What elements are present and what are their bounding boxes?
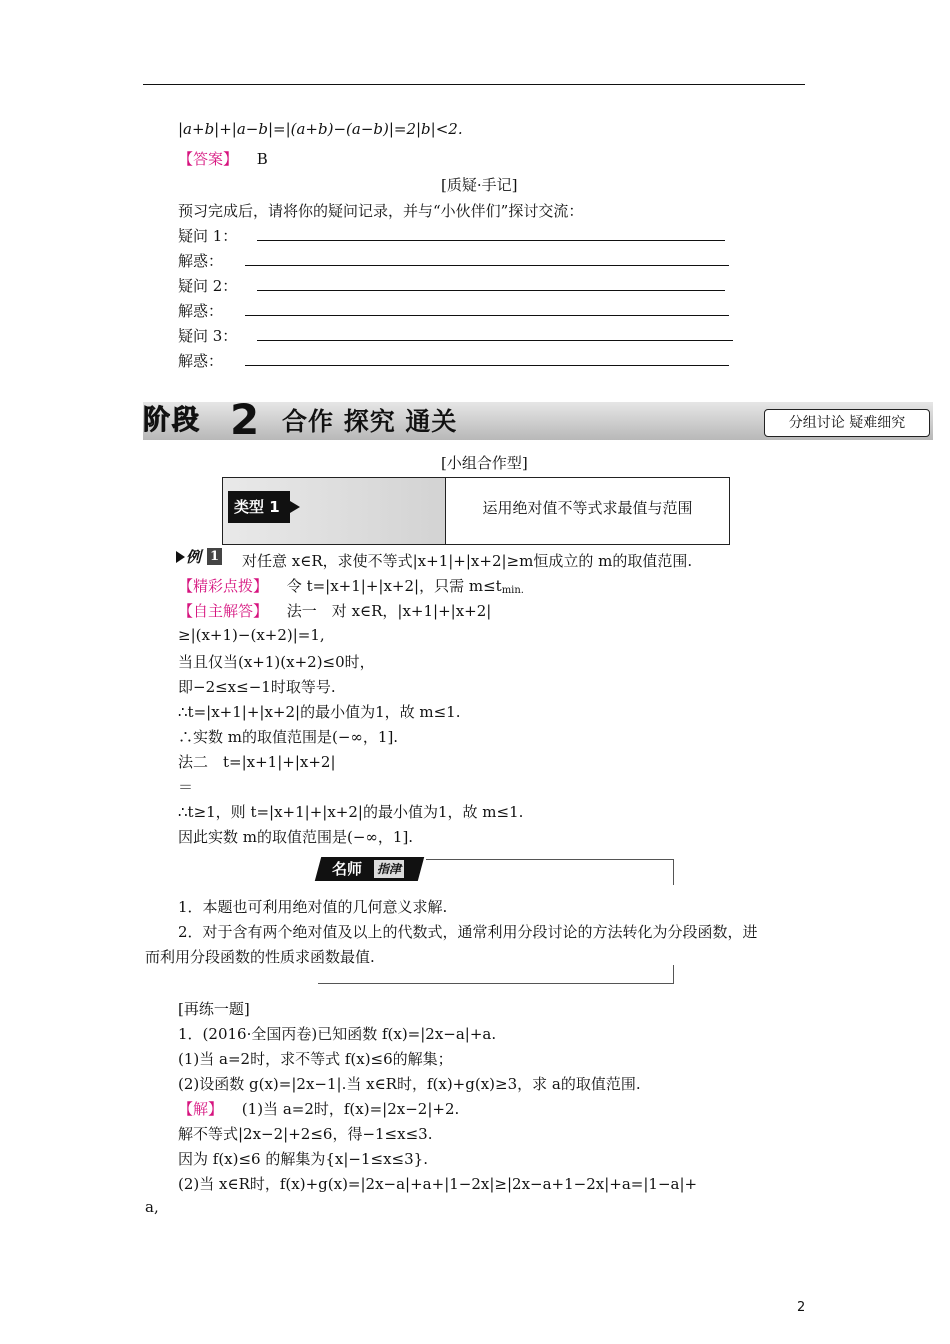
- tip-footer: [318, 965, 674, 985]
- solution-line: ＝: [178, 778, 194, 796]
- tip-right-rule: [673, 859, 674, 885]
- solution-line: 因此实数 m的取值范围是(−∞，1].: [178, 828, 414, 846]
- answer-line: [178, 148, 268, 169]
- solve-label: 【自主解答】: [178, 602, 269, 620]
- solution-step-1: (1)当 a=2时，f(x)=|2x−2|+2.: [241, 1100, 460, 1118]
- type-box-left: [223, 478, 446, 544]
- solution-line: ≥|(x+1)−(x+2)|=1,: [178, 626, 325, 644]
- example-number: 1: [207, 548, 222, 565]
- note-row-label: 解惑：: [178, 252, 224, 270]
- note-row-rule: [245, 315, 729, 316]
- note-row-label: 疑问 3：: [178, 327, 238, 345]
- practice-heading: [再练一题]: [178, 1000, 250, 1018]
- note-row-rule: [245, 365, 729, 366]
- tip-item-2-line2: 而利用分段函数的性质求函数最值.: [145, 948, 375, 966]
- note-row-label: 解惑：: [178, 352, 224, 370]
- solution-line: 法二 t=|x+1|+|x+2|: [178, 753, 336, 771]
- note-row-rule: [245, 265, 729, 266]
- practice-part1: (1)当 a=2时，求不等式 f(x)≤6的解集；: [178, 1050, 453, 1068]
- tip-header: [318, 857, 674, 885]
- tip-right-rule-bottom: [673, 965, 674, 983]
- solution-step-4: (2)当 x∈R时，f(x)+g(x)=|2x−a|+a+|1−2x|≥|2x−a+1−2x|+a=|1−a|+: [178, 1175, 698, 1193]
- note-row-label: 疑问 2：: [178, 277, 238, 295]
- solution-line: 即−2≤x≤−1时取等号.: [178, 678, 336, 696]
- solution-step-3: 因为 f(x)≤6 的解集为{x|−1≤x≤3}.: [178, 1150, 428, 1168]
- group-heading: [小组合作型]: [441, 454, 528, 472]
- note-row-label: 疑问 1：: [178, 227, 238, 245]
- solution-line: ∴t=|x+1|+|x+2|的最小值为1，故 m≤1.: [178, 703, 461, 721]
- tip-top-rule: [426, 859, 674, 860]
- example-label: 例: [186, 548, 202, 566]
- hint-label: 【精彩点拨】: [178, 577, 269, 595]
- solution-step-2: 解不等式|2x−2|+2≤6，得−1≤x≤3.: [178, 1125, 433, 1143]
- header-rule: [143, 84, 805, 85]
- hint-subscript: min.: [501, 585, 524, 596]
- solution-line: ∴t≥1，则 t=|x+1|+|x+2|的最小值为1，故 m≤1.: [178, 803, 524, 821]
- type-box: [222, 477, 730, 545]
- note-row-rule: [257, 290, 725, 291]
- note-row-rule: [257, 340, 733, 341]
- tip-item-2-line1: 2．对于含有两个绝对值及以上的代数式，通常利用分段讨论的方法转化为分段函数，进: [178, 923, 758, 941]
- solution-step-5: a,: [145, 1198, 159, 1216]
- note-row-label: 解惑：: [178, 302, 224, 320]
- stage-number: 2: [230, 395, 260, 444]
- answer-value: B: [256, 150, 268, 168]
- solution-line: ∴实数 m的取值范围是(−∞，1].: [178, 728, 399, 746]
- tip-bottom-rule: [318, 983, 674, 984]
- solution-line: 当且仅当(x+1)(x+2)≤0时，: [178, 653, 375, 671]
- type-badge: 类型 1: [228, 491, 290, 523]
- solution-label: 【解】: [178, 1100, 224, 1118]
- practice-problem: 1．(2016·全国丙卷)已知函数 f(x)=|2x−a|+a.: [178, 1025, 497, 1043]
- tip-label-main: 名师: [332, 860, 363, 878]
- stage-label: 阶段: [143, 405, 201, 436]
- tip-label-sub: 指津: [374, 860, 404, 878]
- practice-solution-line: [178, 1098, 459, 1119]
- example-badge: [176, 547, 228, 567]
- stage-title: 合作 探究 通关: [282, 407, 458, 436]
- method1-head: 法一 对 x∈R，|x+1|+|x+2|: [286, 602, 492, 620]
- hint-line: [178, 575, 524, 596]
- hint-text: 令 t=|x+1|+|x+2|，只需 m≤t: [286, 577, 502, 595]
- practice-part2: (2)设函数 g(x)=|2x−1|.当 x∈R时，f(x)+g(x)≥3，求 a的取值范围.: [178, 1075, 641, 1093]
- page-number: 2: [797, 1300, 806, 1315]
- answer-label: 【答案】: [178, 150, 239, 168]
- example-arrow-icon: [176, 551, 185, 563]
- type-title: 运用绝对值不等式求最值与范围: [482, 499, 693, 517]
- solve-line: [178, 600, 491, 621]
- notes-heading: [质疑·手记]: [441, 176, 518, 194]
- tip-item-1: 1．本题也可利用绝对值的几何意义求解.: [178, 898, 448, 916]
- stage-tag: 分组讨论 疑难细究: [764, 409, 930, 437]
- notes-intro: 预习完成后，请将你的疑问记录，并与“小伙伴们”探讨交流：: [178, 202, 584, 220]
- formula-line: |a+b|+|a−b|=|(a+b)−(a−b)|=2|b|<2.: [178, 120, 463, 138]
- note-row-rule: [257, 240, 725, 241]
- example-problem: 对任意 x∈R，求使不等式|x+1|+|x+2|≥m恒成立的 m的取值范围.: [242, 552, 693, 570]
